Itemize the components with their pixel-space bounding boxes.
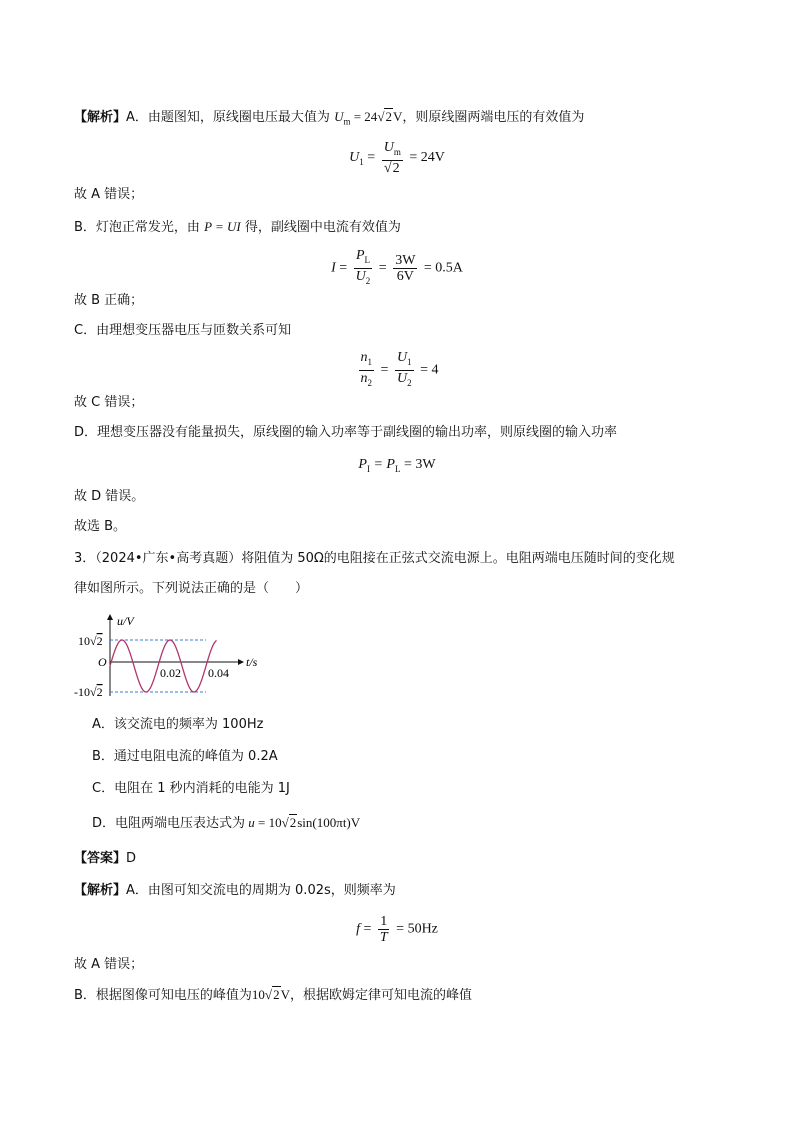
x-axis-arrow [238,659,244,665]
equation-power: $P_I = P_L = 3W$ [358,457,436,474]
analysis-b-conclusion: 故 B 正确； [74,293,144,308]
option-d: D．电阻两端电压表达式为 u = 10√2sin(100πt)V [92,815,361,831]
analysis-d-conclusion: 故 D 错误。 [74,489,145,504]
y-min-label: -10√2 [74,685,103,699]
x-tick-label-1: 0.02 [160,666,181,680]
analysis-a-line: 【解析】A．由题图知，原线圈电压最大值为 $U_m = 24√2V$，则原线圈两端电压的有效值为 [74,109,585,127]
y-axis-label: u/V [117,614,134,628]
origin-label: O [98,655,107,669]
analysis-a-conclusion: 故 A 错误； [74,187,144,202]
option-b: B．通过电阻电流的峰值为 0.2A [92,749,278,764]
analysis-c-line: C．由理想变压器电压与匝数关系可知 [74,323,292,338]
analysis-label: 【解析】 [74,110,127,125]
x-tick-label-2: 0.04 [208,666,229,680]
q3-analysis-a-conclusion: 故 A 错误； [74,957,144,972]
q3-analysis-b-line: B．根据图像可知电压的峰值为10√2V，根据欧姆定律可知电流的峰值 [74,987,472,1003]
equation-turns: $\frac{n_1}{n_2}$ = $\frac{U_1}{U_2}$ = 4 [360,350,439,388]
x-axis-label: t/s [246,655,258,669]
option-c: C．电阻在 1 秒内消耗的电能为 1J [92,781,290,796]
equation-current: I = $\frac{P_L}{U_2}$ = $\frac{3W}{6V}$ = 0.5A [331,248,463,286]
answer-label: 【答案】 [74,851,127,866]
option-a: A．该交流电的频率为 100Hz [92,717,264,732]
equation-u1: $U_1$ = $\frac{U_m}{√2}$ = 24V [349,140,445,176]
question-3-stem-line1: 3．（2024•广东•高考真题）将阻值为 50Ω的电阻接在正弦式交流电源上。电阻两端电压随时间的变化规 [74,551,675,566]
analysis-d-line: D．理想变压器没有能量损失，原线圈的输入功率等于副线圈的输出功率，则原线圈的输入功率 [74,425,618,440]
voltage-time-graph [70,612,270,702]
final-choice: 故选 B。 [74,519,127,534]
analysis-b-line: B．灯泡正常发光，由 P = UI 得，副线圈中电流有效值为 [74,219,401,235]
y-axis-arrow [107,614,113,620]
answer-line [74,850,136,868]
um-expression: $U_m = 24√2V$ [334,109,403,127]
answer-value: D [126,851,137,866]
y-max-label: 10√2 [78,634,103,648]
equation-frequency: f = $\frac{1}{T}$ = 50Hz [356,914,438,945]
q3-analysis-a-line: 【解析】A．由图可知交流电的周期为 0.02s，则频率为 [74,883,396,898]
analysis-c-conclusion: 故 C 错误； [74,395,144,410]
question-3-stem-line2: 律如图所示。下列说法正确的是（ ） [74,581,309,596]
